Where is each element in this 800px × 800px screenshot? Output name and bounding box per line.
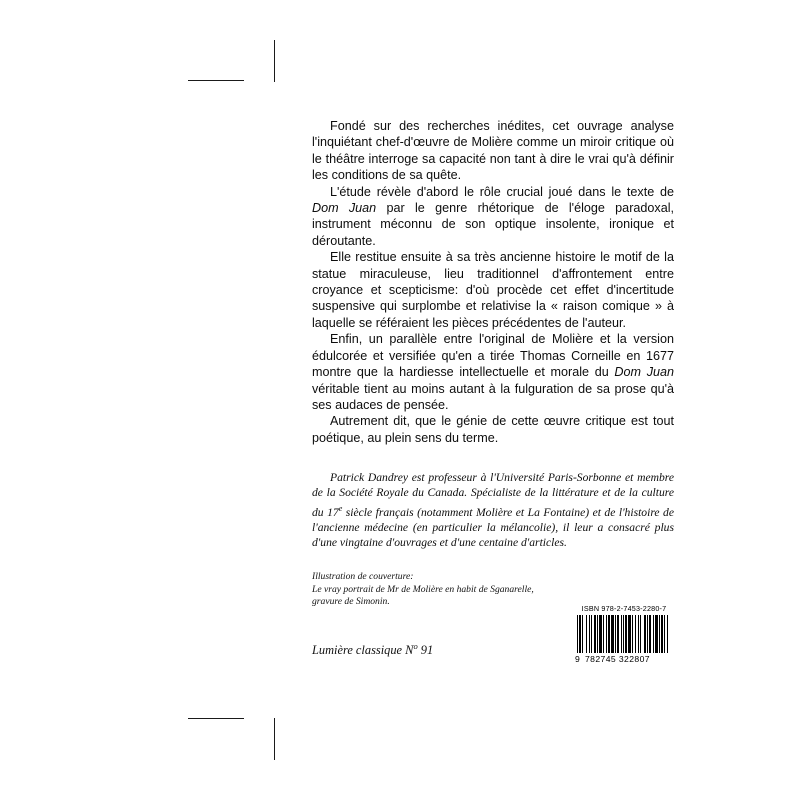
blurb-paragraph: Autrement dit, que le génie de cette œuvre critique est tout poétique, au plein sens du terme. [312, 414, 674, 445]
blurb-paragraph: L'étude révèle d'abord le rôle crucial joué dans le texte de Dom Juan par le genre rhétorique de l'éloge paradoxal, instrument méconnu de son optique insolente, ironique et déroutante. [312, 184, 674, 248]
barcode-block [575, 604, 673, 665]
barcode-image [575, 615, 673, 653]
blurb-paragraph: Enfin, un parallèle entre l'original de Molière et la version édulcorée et versifiée qu'en a tirée Thomas Corneille en 1677 montre que la hardiesse intellectuelle et morale du Dom Juan véritable tient au moins autant à la fulguration de sa prose qu'à ses audaces de pensée. [312, 332, 675, 412]
series-number: 91 [420, 643, 434, 658]
cover-credit-heading: Illustration de couverture: [312, 571, 414, 582]
barcode-digit-main: 782745 322807 [585, 654, 650, 664]
crop-mark-bottom-left [188, 718, 244, 719]
crop-mark-top-middle [274, 40, 275, 82]
crop-mark-bottom-middle [274, 718, 275, 760]
barcode-digit-left: 9 [575, 654, 581, 664]
author-bio [312, 470, 674, 550]
crop-mark-top-left [188, 80, 244, 81]
cover-credit-line-2: gravure de Simonin. [312, 596, 390, 608]
cover-illustration-credit [312, 571, 612, 609]
series-name: Lumière classique [312, 643, 403, 658]
author-bio-text: Patrick Dandrey est professeur à l'Université Paris-Sorbonne et membre de la Société Royale du Canada. Spécialiste de la littérature et de la culture du 17e siècle français (notamment Molière et La Fontaine) et de l'histoire de l'ancienne médecine (en particulier la mélancolie), il leur a consacré plus d'une vingtaine d'ouvrages et d'une centaine d'articles. [312, 471, 674, 549]
series-number-sup: o [413, 641, 418, 651]
series-line [312, 641, 433, 658]
cover-credit-line-1: Le vray portrait de Mr de Molière en habit de Sganarelle, [312, 583, 534, 595]
blurb-text [312, 118, 674, 446]
blurb-paragraph: Elle restitue ensuite à sa très ancienne histoire le motif de la statue miraculeuse, lieu traditionnel d'affrontement entre croyance et scepticisme: d'où procède cet effet d'incertitude suspensive qui surplombe et relativise la « raison comique » à laquelle se référaient les pièces précédentes de l'auteur. [312, 250, 674, 330]
blurb-paragraph: Fondé sur des recherches inédites, cet ouvrage analyse l'inquiétant chef-d'œuvre de Molière comme un miroir critique où le théâtre interroge sa capacité non tant à dire le vrai qu'à définir les conditions de sa quête. [312, 119, 674, 183]
back-cover-content [312, 118, 674, 550]
series-number-prefix: N [405, 643, 414, 658]
isbn-label: ISBN 978-2-7453-2280-7 [581, 604, 667, 613]
barcode-digits [575, 654, 673, 665]
